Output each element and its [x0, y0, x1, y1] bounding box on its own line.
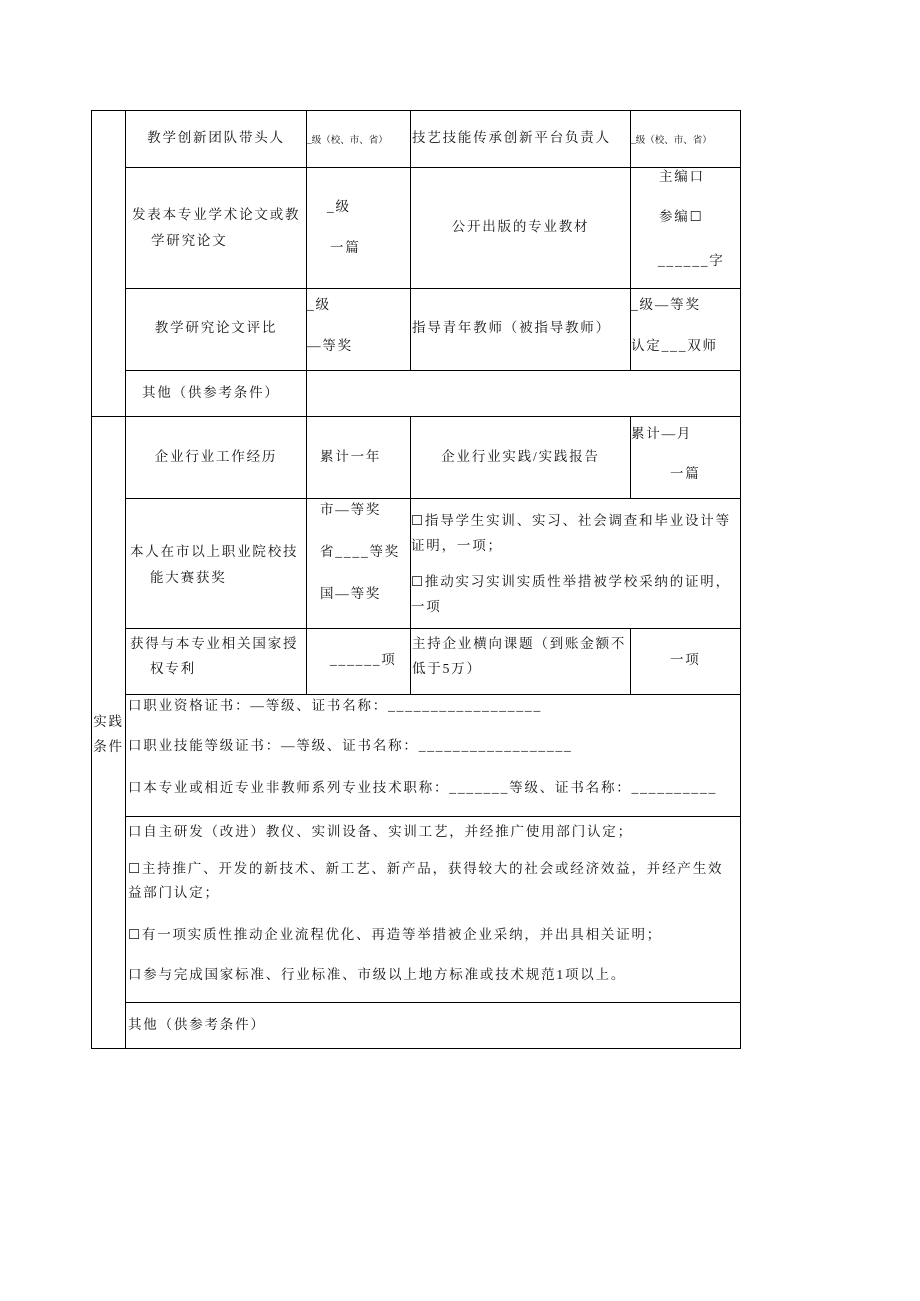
teaching-other-label: 其他（供参考条件） — [142, 385, 280, 400]
achievement-line: 益部门认定； — [128, 885, 220, 900]
paper-contest-value-cell — [306, 288, 411, 371]
teaching-other-label-cell — [125, 370, 307, 417]
practice-section-label-cell — [91, 416, 126, 1049]
team-leader-label: 教学创新团队带头人 — [147, 130, 285, 145]
skill-level-certificate-line: 口职业技能等级证书：—等级、证书名称：__________________ — [128, 738, 573, 753]
team-leader-level-cell — [306, 110, 411, 168]
platform-leader-level-cell — [630, 110, 741, 168]
work-experience-label-cell — [125, 416, 307, 499]
industry-practice-label-cell — [410, 416, 631, 499]
achievement-line: 口参与完成国家标准、行业标准、市级以上地方标准或技术规范1项以上。 — [128, 967, 627, 982]
mentoring-prize: _级—等奖 — [631, 297, 701, 312]
enterprise-project-count: 一项 — [670, 652, 701, 667]
vocational-qualification-line: 口职业资格证书：—等级、证书名称：__________________ — [128, 698, 542, 713]
papers-label-line: 学研究论文 — [151, 233, 228, 248]
teaching-section-label-cell — [91, 110, 126, 417]
chief-editor-option: 主编口 — [659, 169, 705, 184]
skills-contest-label-line: 能大赛获奖 — [150, 570, 227, 585]
papers-level: _级 — [327, 199, 351, 214]
patent-value-cell — [306, 628, 411, 695]
industry-practice-value-cell — [630, 416, 741, 499]
student-guidance-option-line: ☐指导学生实训、实习、社会调查和毕业设计等 — [411, 513, 731, 528]
enterprise-project-label-line: 主持企业横向课题（到账金额不 — [412, 636, 627, 651]
industry-practice-months: 累计—月 — [631, 426, 693, 441]
patent-count: ______项 — [330, 652, 397, 667]
achievement-line: ☐主持推广、开发的新技术、新工艺、新产品，获得较大的社会或经济效益，并经产生效 — [128, 861, 724, 876]
team-leader-level: _级（校、市、省） — [307, 136, 388, 146]
papers-count: 一篇 — [330, 240, 361, 255]
platform-leader-level: _级（校、市、省） — [631, 136, 712, 146]
skills-contest-value-cell — [306, 498, 411, 629]
paper-contest-level: _级 — [307, 297, 331, 312]
qualification-form-table — [91, 110, 741, 1049]
mentoring-certification: 认定___双师 — [631, 338, 718, 353]
patent-label-cell — [125, 628, 307, 695]
city-prize: 市—等奖 — [320, 502, 382, 517]
textbook-value-cell — [630, 167, 741, 289]
paper-contest-prize: —等奖 — [307, 338, 353, 353]
paper-contest-label-cell — [125, 288, 307, 371]
papers-label-line: 发表本专业学术论文或教 — [132, 207, 301, 222]
team-leader-label-cell — [125, 110, 307, 168]
practice-other-label: 其他（供参考条件） — [128, 1017, 266, 1032]
enterprise-project-label-line: 低于5万） — [412, 661, 482, 676]
practice-section-label-line: 条件 — [93, 739, 124, 754]
work-experience-value-cell — [306, 416, 411, 499]
province-prize: 省____等奖 — [320, 544, 401, 559]
skills-contest-label-cell — [125, 498, 307, 629]
achievement-line: ☐有一项实质性推动企业流程优化、再造等举措被企业采纳，并出具相关证明； — [128, 927, 663, 942]
work-experience-value: 累计一年 — [320, 449, 382, 464]
textbook-label-cell — [410, 167, 631, 289]
patent-label-line: 权专利 — [150, 661, 196, 676]
papers-label-cell — [125, 167, 307, 289]
student-guidance-option-line: 一项 — [411, 599, 442, 614]
mentoring-label: 指导青年教师（被指导教师） — [412, 320, 611, 335]
work-experience-label: 企业行业工作经历 — [154, 449, 278, 464]
certificates-cell — [125, 694, 741, 817]
textbook-label: 公开出版的专业教材 — [451, 219, 590, 234]
paper-contest-label: 教学研究论文评比 — [154, 320, 278, 335]
achievements-cell — [125, 816, 741, 1003]
national-prize: 国—等奖 — [320, 586, 382, 601]
student-guidance-option-line: ☐推动实习实训实质性举措被学校采纳的证明， — [411, 574, 731, 589]
student-guidance-cell — [410, 498, 741, 629]
platform-leader-label-cell — [410, 110, 631, 168]
teaching-other-value-cell — [306, 370, 741, 417]
skills-contest-label-line: 本人在市以上职业院校技 — [130, 544, 299, 559]
mentoring-value-cell — [630, 288, 741, 371]
industry-practice-label: 企业行业实践/实践报告 — [441, 449, 600, 464]
enterprise-project-value-cell — [630, 628, 741, 695]
practice-other-cell — [125, 1002, 741, 1049]
professional-title-line: 口本专业或相近专业非教师系列专业技术职称：_______等级、证书名称：__________ — [128, 780, 718, 795]
enterprise-project-label-cell — [410, 628, 631, 695]
co-editor-option: 参编☐ — [659, 209, 704, 224]
student-guidance-option-line: 证明，一项； — [411, 538, 503, 553]
word-count-blank: ______字 — [658, 253, 725, 268]
papers-value-cell — [306, 167, 411, 289]
achievement-line: 口自主研发（改进）教仪、实训设备、实训工艺，并经推广使用部门认定； — [128, 824, 633, 839]
patent-label-line: 获得与本专业相关国家授 — [130, 636, 299, 651]
platform-leader-label: 技艺技能传承创新平台负责人 — [412, 130, 611, 145]
practice-section-label-line: 实践 — [93, 714, 124, 729]
industry-practice-reports: 一篇 — [670, 466, 701, 481]
mentoring-label-cell — [410, 288, 631, 371]
